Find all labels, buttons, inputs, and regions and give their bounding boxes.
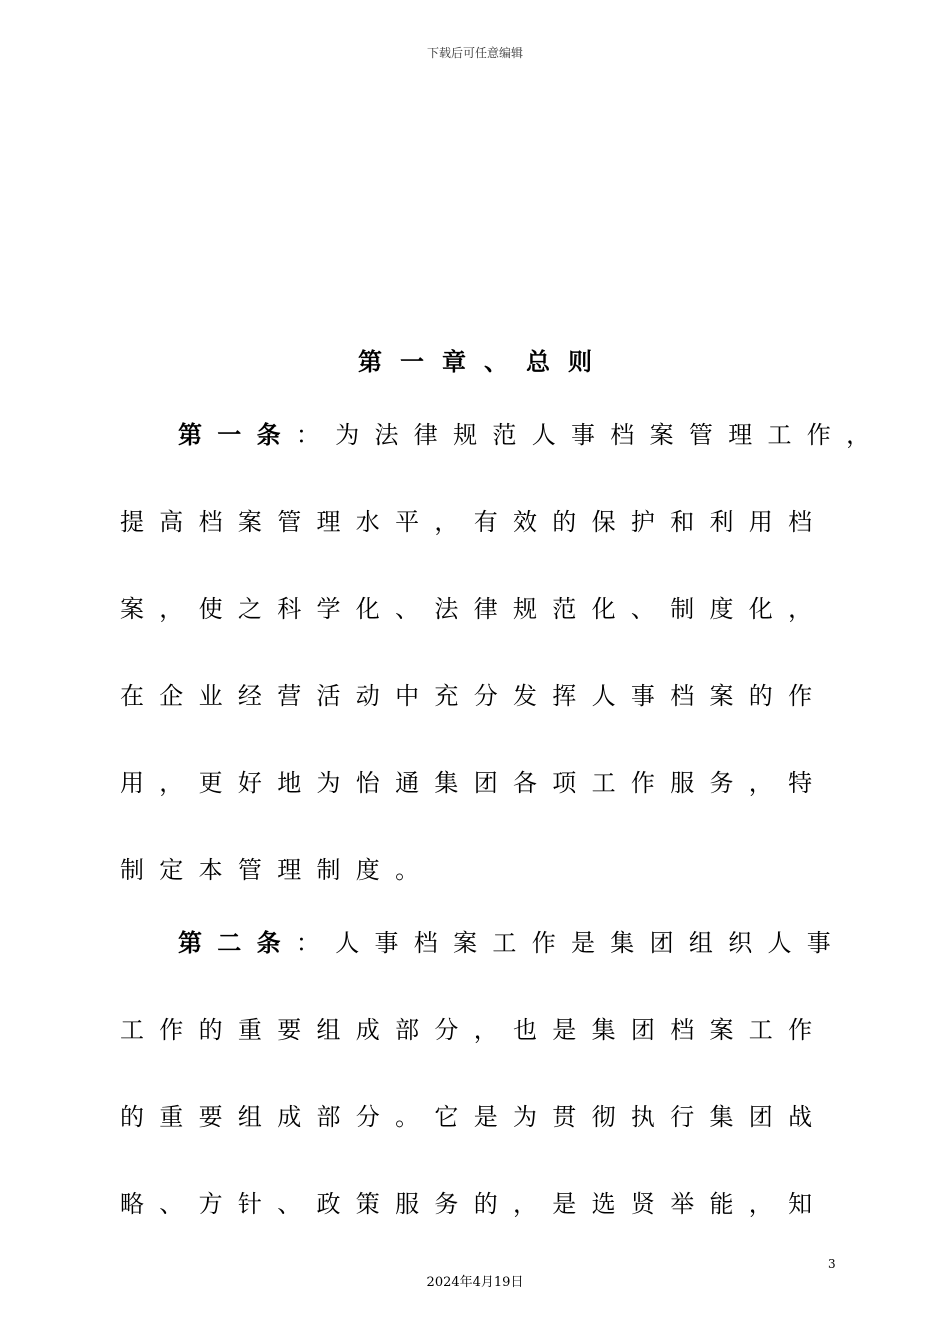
chapter-title: 第一章、总则 [358, 348, 610, 376]
article-1-line-1 [178, 415, 918, 455]
article-1-line-6: 制定本管理制度。 [120, 856, 435, 884]
article-1-line-2: 提高档案管理水平，有效的保护和利用档 [120, 508, 828, 536]
article-2-line-2: 工作的重要组成部分，也是集团档案工作 [120, 1016, 828, 1044]
article-1-label: 第一条 [178, 421, 296, 449]
article-2-line-1 [178, 923, 878, 963]
page-footer-date: 2024年4月19日 [426, 1275, 524, 1290]
article-2-label: 第二条 [178, 929, 296, 957]
page-header: 下载后可任意编辑 [426, 46, 523, 60]
article-2-line-3: 的重要组成部分。它是为贯彻执行集团战 [120, 1103, 828, 1131]
page-number: 3 [828, 1257, 836, 1271]
article-1-line-4: 在企业经营活动中充分发挥人事档案的作 [120, 682, 828, 710]
article-2-text-1: ：人事档案工作是集团组织人事 [295, 929, 847, 957]
article-1-text-1: ：为法律规范人事档案管理工作， [295, 421, 886, 449]
article-2-line-4: 略、方针、政策服务的，是选贤举能，知 [120, 1190, 828, 1218]
article-1-line-5: 用，更好地为怡通集团各项工作服务，特 [120, 769, 828, 797]
article-1-line-3: 案，使之科学化、法律规范化、制度化， [120, 595, 828, 623]
